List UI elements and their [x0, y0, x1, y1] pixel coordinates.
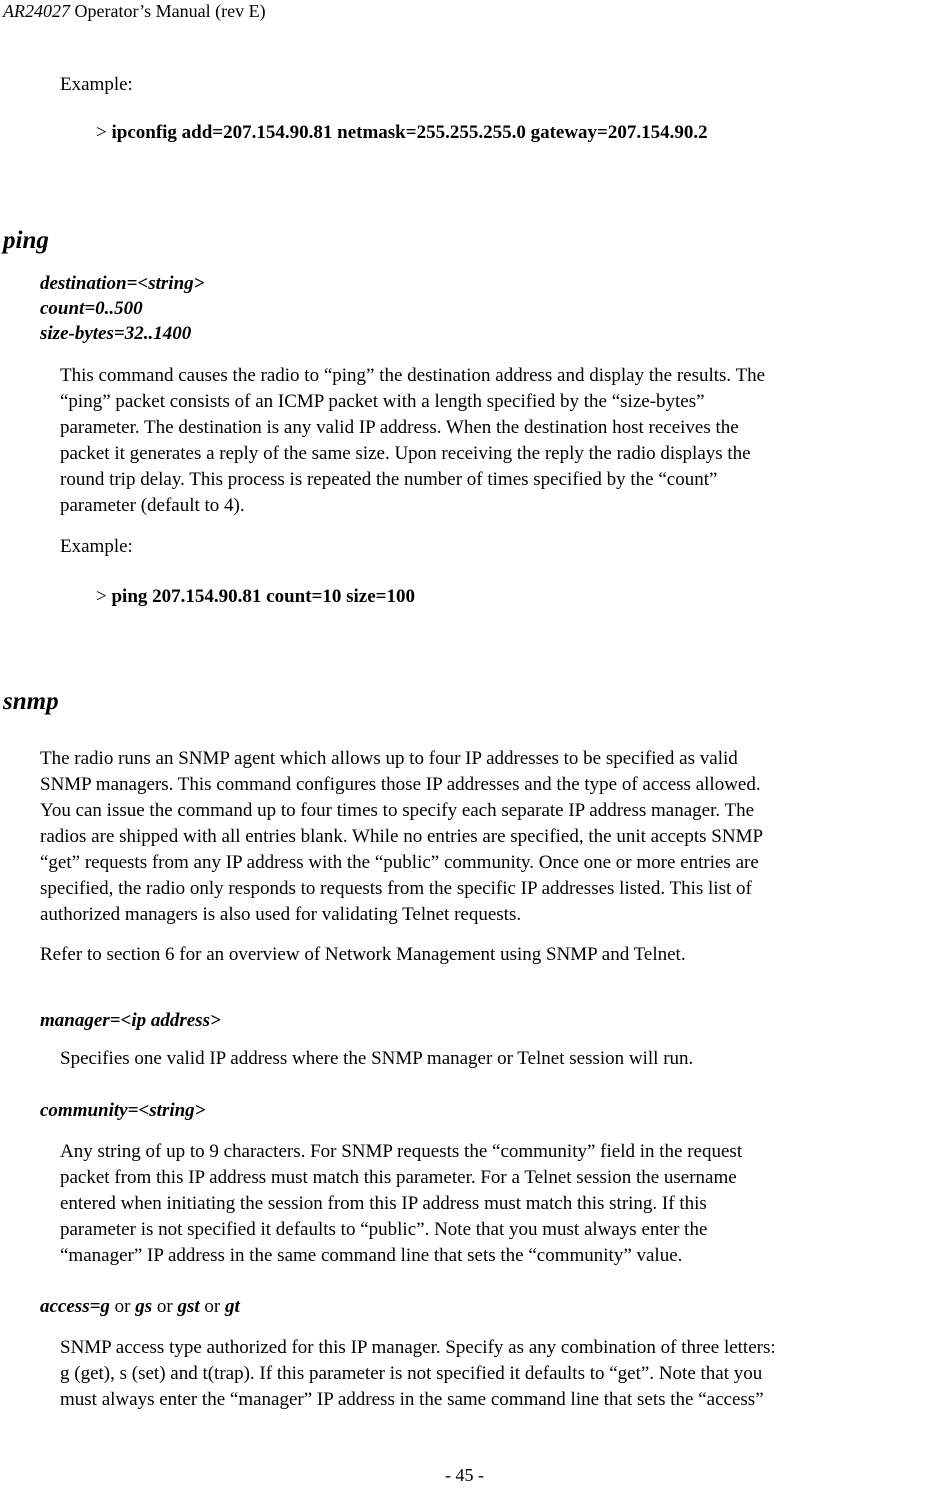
page-number: - 45 - — [445, 1465, 484, 1485]
snmp-community-description — [60, 1139, 742, 1269]
text-line: packet from this IP address must match this parameter. For a Telnet session the username — [60, 1167, 737, 1188]
ipconfig-example-label: Example: — [60, 74, 133, 95]
text-line: specified, the radio only responds to requests from the specific IP addresses listed. This list of — [40, 878, 752, 899]
text-line: parameter is not specified it defaults to “public”. Note that you must always enter the — [60, 1219, 708, 1240]
text-line: parameter. The destination is any valid IP address. When the destination host receives the — [60, 417, 739, 438]
text-line: g (get), s (set) and t(trap). If this parameter is not specified it defaults to “get”. Note that you — [60, 1363, 763, 1384]
command-text: ipconfig add=207.154.90.81 netmask=255.255.255.0 gateway=207.154.90.2 — [111, 122, 708, 143]
ping-param-size: size-bytes=32..1400 — [40, 323, 192, 344]
text-line: You can issue the command up to four times to specify each separate IP address manager. The — [40, 800, 755, 821]
access-option: gt — [225, 1296, 240, 1317]
prompt: > — [96, 122, 112, 143]
access-option: gs — [135, 1296, 153, 1317]
ping-example-command — [96, 584, 415, 610]
snmp-access-description — [60, 1335, 776, 1413]
text-line: must always enter the “manager” IP address in the same command line that sets the “access” — [60, 1389, 764, 1410]
snmp-param-community: community=<string> — [40, 1100, 206, 1121]
manual-id: AR24027 — [3, 1, 70, 21]
snmp-manager-description: Specifies one valid IP address where the SNMP manager or Telnet session will run. — [60, 1048, 694, 1069]
access-separator: or — [152, 1296, 178, 1317]
text-line: round trip delay. This process is repeated the number of times specified by the “count” — [60, 469, 718, 490]
text-line: The radio runs an SNMP agent which allows up to four IP addresses to be specified as valid — [40, 748, 738, 769]
text-line: This command causes the radio to “ping” the destination address and display the results. The — [60, 365, 766, 386]
header-text: Operator’s Manual (rev E) — [70, 1, 266, 21]
snmp-description — [40, 746, 763, 928]
section-title-ping: ping — [3, 227, 49, 254]
text-line: Any string of up to 9 characters. For SNMP requests the “community” field in the request — [60, 1141, 743, 1162]
text-line: radios are shipped with all entries blank. While no entries are specified, the unit accepts SNMP — [40, 826, 764, 847]
snmp-param-access — [40, 1294, 240, 1320]
text-line: authorized managers is also used for validating Telnet requests. — [40, 904, 522, 925]
ping-param-destination: destination=<string> — [40, 273, 205, 294]
text-line: “get” requests from any IP address with the “public” community. Once one or more entries are — [40, 852, 759, 873]
running-header — [3, 1, 266, 22]
text-line: “ping” packet consists of an ICMP packet with a length specified by the “size-bytes” — [60, 391, 705, 412]
ping-description — [60, 363, 765, 519]
access-option: access=g — [40, 1296, 110, 1317]
text-line: packet it generates a reply of the same size. Upon receiving the reply the radio displays the — [60, 443, 751, 464]
prompt: > — [96, 586, 112, 607]
access-separator: or — [199, 1296, 225, 1317]
text-line: parameter (default to 4). — [60, 495, 245, 516]
text-line: SNMP managers. This command configures those IP addresses and the type of access allowed. — [40, 774, 761, 795]
section-title-snmp: snmp — [3, 688, 59, 715]
snmp-param-manager: manager=<ip address> — [40, 1010, 221, 1031]
ping-example-label: Example: — [60, 536, 133, 557]
ping-param-count: count=0..500 — [40, 298, 143, 319]
ipconfig-example-command — [96, 120, 708, 146]
access-option: gst — [177, 1296, 200, 1317]
snmp-refer-text: Refer to section 6 for an overview of Network Management using SNMP and Telnet. — [40, 944, 686, 965]
access-separator: or — [109, 1296, 136, 1317]
command-text: ping 207.154.90.81 count=10 size=100 — [111, 586, 415, 607]
text-line: SNMP access type authorized for this IP manager. Specify as any combination of three letters: — [60, 1337, 776, 1358]
text-line: entered when initiating the session from this IP address must match this string. If this — [60, 1193, 707, 1214]
text-line: “manager” IP address in the same command line that sets the “community” value. — [60, 1245, 683, 1266]
